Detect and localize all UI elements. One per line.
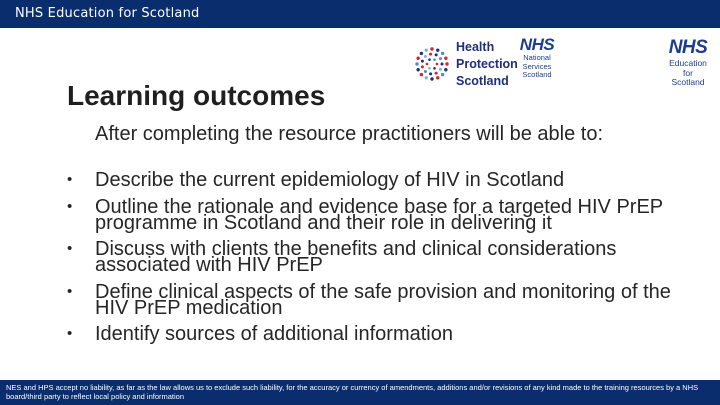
bullet-icon: • (67, 282, 73, 300)
nes-nhs-wordmark: NHS (668, 37, 708, 58)
footer-bar (0, 380, 720, 405)
list-item-text: Outline the rationale and evidence base for a targeted HIV PrEP programme in Scotland and their role in delivering it (95, 195, 663, 234)
bullet-icon: • (67, 325, 73, 342)
list-item (67, 280, 697, 319)
footer-disclaimer: NES and HPS accept no liability, as far as the law allows us to exclude such liability, for the accuracy or currency of amendments, additions and/or revisions of any kind made to the training resources by a NHS board/third party to reflect local policy and information (6, 383, 699, 401)
header-bar (0, 0, 720, 28)
list-item-text: Discuss with clients the benefits and clinical considerations associated with HIV PrEP (95, 238, 617, 276)
list-item (67, 169, 697, 191)
learning-outcomes-list (67, 169, 697, 353)
list-item (67, 238, 697, 276)
hps-logo-line: Scotland (456, 74, 509, 88)
nes-logo-line: Scotland (671, 77, 705, 87)
list-item-text: Describe the current epidemiology of HIV in Scotland (95, 169, 565, 191)
hps-logo-line: Health (456, 40, 495, 54)
nes-logo-line: for (683, 67, 693, 78)
header-org-name: NHS Education for Scotland (15, 6, 200, 21)
slide-title: Learning outcomes (67, 80, 326, 111)
list-item-text: Identify sources of additional information (95, 323, 453, 345)
hps-logo-line: Protection (456, 57, 518, 71)
health-protection-scotland-logo (414, 36, 518, 92)
hps-dots-logo-icon (414, 40, 450, 88)
nss-logo-line: Scotland (522, 70, 552, 79)
bullet-icon: • (67, 197, 73, 215)
list-item (67, 323, 697, 345)
bullet-icon: • (67, 171, 73, 188)
nhs-national-services-scotland-logo (516, 36, 558, 96)
nss-nhs-wordmark: NHS (519, 35, 555, 54)
list-item (67, 195, 697, 234)
hps-logo-text (456, 39, 518, 90)
nhs-education-for-scotland-logo (665, 37, 711, 99)
nes-logo-line: Education (669, 58, 707, 68)
nss-logo-line: National (523, 53, 551, 62)
nss-logo-line: Services (522, 61, 552, 71)
bullet-icon: • (67, 240, 73, 257)
intro-text: After completing the resource practitioners will be able to: (95, 123, 604, 145)
list-item-text: Define clinical aspects of the safe provision and monitoring of the HIV PrEP medication (95, 280, 671, 319)
